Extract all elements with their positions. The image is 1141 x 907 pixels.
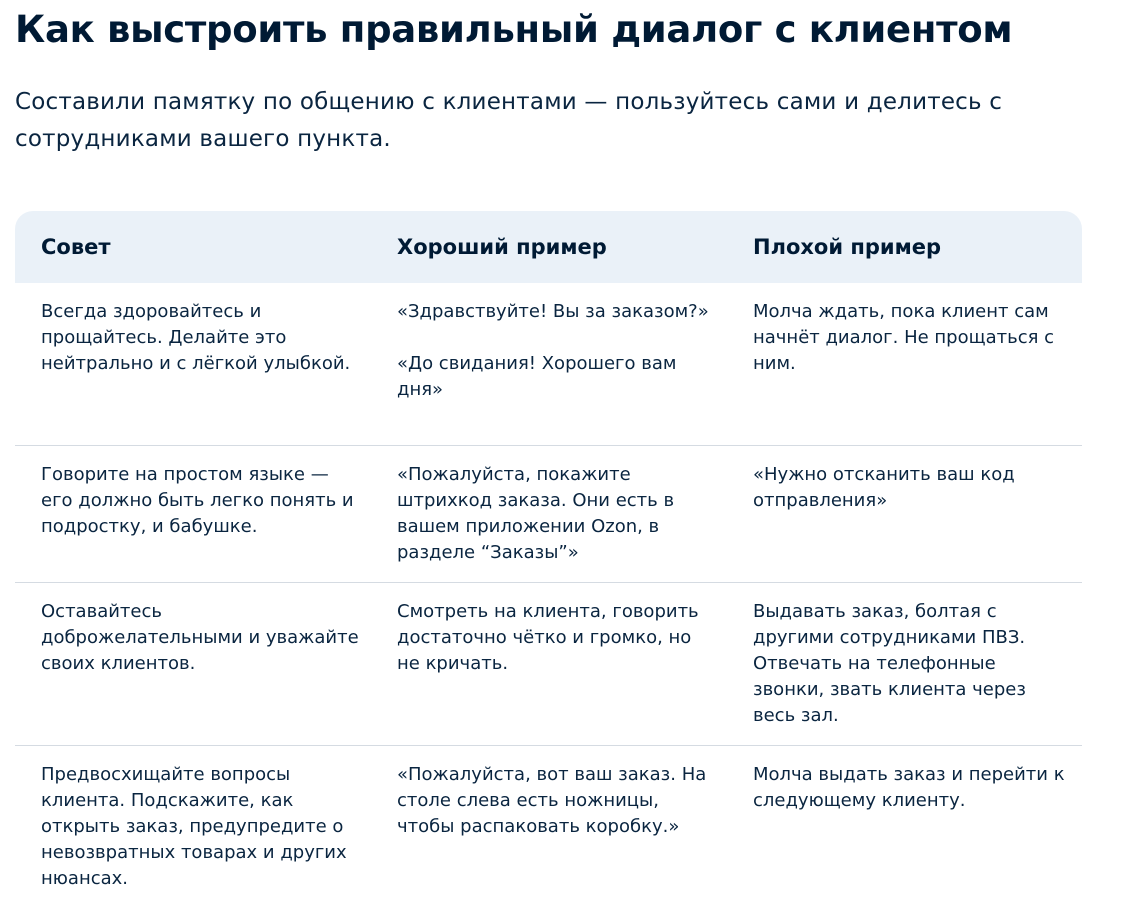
page-title: Как выстроить правильный диалог с клиентом — [15, 8, 1013, 51]
table-row — [15, 746, 1082, 906]
advice-text: Всегда здоровайтесь и прощайтесь. Делайте это нейтрально и с лёгкой улыбкой. — [41, 301, 351, 374]
header-advice: Совет — [41, 235, 111, 259]
bad-example-text: «Нужно отсканить ваш код отправления» — [753, 464, 1015, 511]
table-header — [15, 211, 1082, 283]
good-example-cell — [371, 762, 727, 906]
bad-example-cell — [727, 762, 1082, 906]
good-example-text: «Здравствуйте! Вы за заказом?» — [397, 301, 709, 322]
good-example-cell — [371, 599, 727, 745]
table-row — [15, 583, 1082, 746]
table-row — [15, 446, 1082, 583]
advice-cell — [15, 462, 371, 582]
intro-text: Составили памятку по общению с клиентами — пользуйтесь сами и делитесь с сотрудниками вашего пункта. — [15, 89, 1003, 152]
bad-example-cell — [727, 599, 1082, 745]
table-row — [15, 283, 1082, 446]
good-example-cell — [371, 299, 727, 445]
advice-cell — [15, 299, 371, 445]
good-example-text: «До свидания! Хорошего вам дня» — [397, 353, 677, 400]
advice-text: Предвосхищайте вопросы клиента. Подскажите, как открыть заказ, предупредите о невозвратных товарах и других нюансах. — [41, 764, 347, 889]
good-example-cell — [371, 462, 727, 582]
header-good-example: Хороший пример — [397, 235, 607, 259]
bad-example-cell — [727, 462, 1082, 582]
dialog-tips-table — [15, 211, 1082, 906]
advice-text: Оставайтесь доброжелательными и уважайте своих клиентов. — [41, 601, 359, 674]
bad-example-cell — [727, 299, 1082, 445]
advice-text: Говорите на простом языке — его должно быть легко понять и подростку, и бабушке. — [41, 464, 354, 537]
good-example-text: Смотреть на клиента, говорить достаточно чётко и громко, но не кричать. — [397, 601, 699, 674]
bad-example-text: Молча ждать, пока клиент сам начнёт диалог. Не прощаться с ним. — [753, 301, 1055, 374]
good-example-text: «Пожалуйста, вот ваш заказ. На столе слева есть ножницы, чтобы распаковать коробку.» — [397, 764, 707, 837]
bad-example-text: Молча выдать заказ и перейти к следующему клиенту. — [753, 764, 1065, 811]
good-example-text: «Пожалуйста, покажите штрихкод заказа. Они есть в вашем приложении Ozon, в разделе “Заказы”» — [397, 464, 675, 563]
header-bad-example: Плохой пример — [753, 235, 942, 259]
bad-example-text: Выдавать заказ, болтая с другими сотрудниками ПВЗ. Отвечать на телефонные звонки, звать клиента через весь зал. — [753, 601, 1026, 726]
advice-cell — [15, 762, 371, 906]
advice-cell — [15, 599, 371, 745]
